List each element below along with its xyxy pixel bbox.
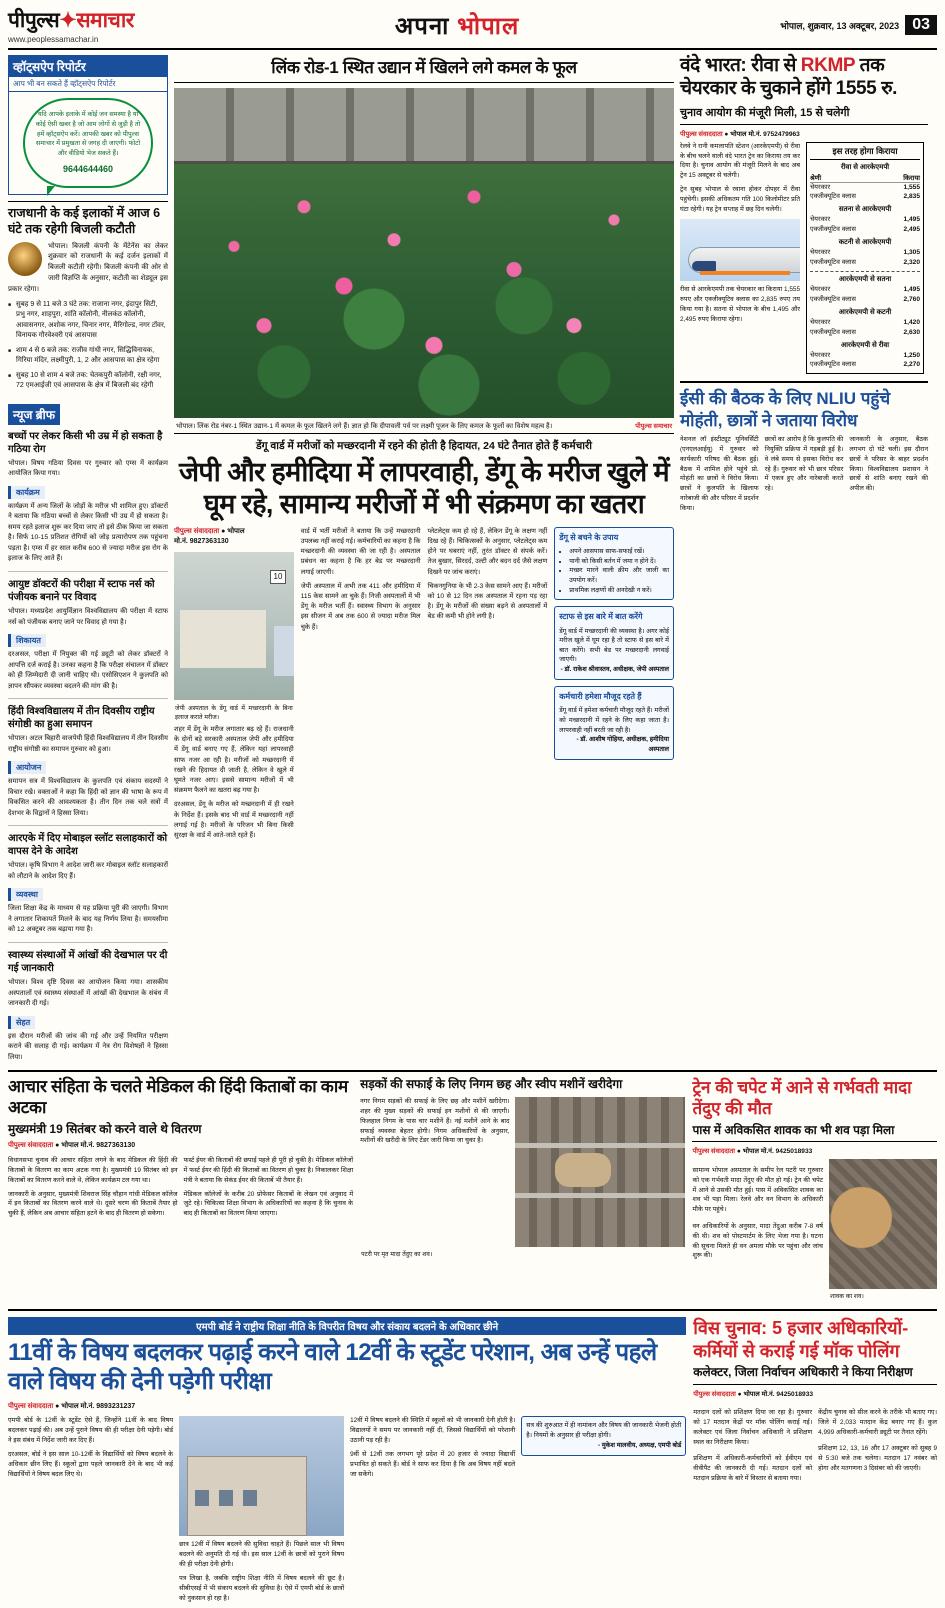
nliu-para-1: नेशनल लॉ इंस्टीट्यूट यूनिवर्सिटी (एनएलआईयू) में गुरुवार को कार्यकारी परिषद की बैठक हुई। बैठक में शामिल होने पहुंचे प्रो. मोहंती का छात्रों ने विरोध किया। छात्रों ने कुलपति के खिलाफ नारेबाजी की और परिसर में प्रदर्शन किया। xyxy=(680,435,759,513)
dengue-para-1: शहर में डेंगू के मरीज लगातार बढ़ रहे हैं। राजधानी के दोनों बड़े सरकारी अस्पताल जेपी और हमीदिया में डेंगू वार्ड बनाए गए हैं, लेकिन यहां लापरवाही साफ नजर आ रही है। मरीजों को मच्छरदानी में रखने की हिदायत दी जाती है, लेकिन वे खुले में घूमते नजर आए। इससे सामान्य मरीजों में भी संक्रमण फैलने का खतरा बढ़ गया है। xyxy=(174,725,294,795)
whatsapp-reporter-text: यदि आपके इलाके में कोई जन समस्या है या कोई ऐसी खबर है जो आम लोगों से जुड़ी है तो हमें व्हॉट्सऐप करें। आपकी खबर को पीपुल्स समाचार में प्रमुखता से जगह दी जाएगी। फोटो और वीडियो भेज सकते हैं। xyxy=(35,111,141,157)
brief-1-body: कार्यक्रम में अन्य जिलों के जोड़ों के मरीज भी शामिल हुए। डॉक्टरों ने बताया कि गठिया बच्चों से लेकर किसी भी उम्र में हो सकता है। समय रहते इलाज शुरू कर दिया जाए तो इसे ठीक किया जा सकता है। सिर्फ 10-15 प्रतिशत रोगियों को जोड़ प्रत्यारोपण तक पहुंचना पड़ता है। एम्स में हर साल करीब 600 से ज्यादा मरीज इस रोग के इलाज के लिए आते हैं। xyxy=(8,502,168,563)
pond-wall xyxy=(174,88,674,164)
fare-amount: 2,835 xyxy=(903,193,920,201)
power-cut-intro: भोपाल। बिजली कंपनी के मेंटेनेंस का लेकर शुक्रवार को राजधानी के कई दर्जन इलाकों में बिजली कटौती रहेगी। बिजली कंपनी की ओर से जारी विज्ञप्ति के अनुसार, कटौती का शेड्यूल इस प्रकार रहेगा। xyxy=(8,242,168,293)
fare-amount: 1,305 xyxy=(903,249,920,257)
leopard-photo-caption: शावक का शव। xyxy=(830,1293,864,1301)
dengue-ward-image: 10 xyxy=(174,552,294,700)
brief-1-title: बच्चों पर लेकर किसी भी उम्र में हो सकता है गठिया रोग xyxy=(8,430,163,455)
brief-3-title: हिंदी विश्वविद्यालय में तीन दिवसीय राष्ट्रीय संगोष्ठी का हुआ समापन xyxy=(8,706,155,731)
third-band xyxy=(8,1317,937,1608)
education-story xyxy=(8,1317,686,1608)
masthead-left xyxy=(8,6,134,44)
power-cut-body xyxy=(8,242,168,300)
medical-para-1: विधानसभा चुनाव की आचार संहिता लगने के बाद मेडिकल की हिंदी की किताबों के वितरण का काम अटक गया है। मुख्यमंत्री 19 सितंबर को इन किताबों का वितरण करने वाले थे, लेकिन कार्यक्रम टल गया था। xyxy=(8,1156,178,1184)
dengue-ward-photo xyxy=(174,552,294,700)
fare-section-label: आरकेएमपी से कटनी xyxy=(838,308,892,316)
quote-1-title: स्टाफ से इस बारे में बात करेंगे xyxy=(559,612,643,622)
quote-1-name: - डॉ. राकेश श्रीवास्तव, अधीक्षक, जेपी अस्पताल xyxy=(560,665,669,673)
education-quote-name: - मुकेश मालवीय, अध्यक्ष, एमपी बोर्ड xyxy=(597,1441,682,1449)
vande-bharat-subhead: चुनाव आयोग की मंजूरी मिली, 15 से चलेगी xyxy=(680,105,928,125)
table-row xyxy=(810,258,920,268)
edition-date: भोपाल, शुक्रवार, 13 अक्टूबर, 2023 xyxy=(780,20,900,31)
lotus-photo-caption xyxy=(174,418,674,434)
whatsapp-reporter-box xyxy=(8,55,168,195)
medical-col-2 xyxy=(184,1156,354,1224)
dengue-prevention-box xyxy=(554,527,674,600)
website-url[interactable]: www.peoplessamachar.in xyxy=(8,35,99,44)
fare-class: चेयरकार xyxy=(810,183,831,191)
fare-amount: 1,495 xyxy=(903,285,920,293)
fare-section-label: आरकेएमपी से रीवा xyxy=(840,341,890,349)
logo-main: पीपुल्स xyxy=(8,9,60,32)
education-col-3 xyxy=(350,1416,515,1608)
list-item: • अपने आसपास साफ-सफाई रखें। xyxy=(569,547,669,557)
education-quote-box xyxy=(521,1416,686,1455)
masthead-right xyxy=(780,15,937,35)
list-item: ■ शाम 4 से 6 बजे तक: राजीव गांधी नगर, सिद्धिविनायक, गिरिया मंदिर, लक्ष्मीपुरी, 1, 2 और आसपास का क्षेत्र रहेगा xyxy=(8,346,168,367)
news-brief-header: न्यूज ब्रीफ xyxy=(8,404,60,425)
fare-class: चेयरकार xyxy=(810,318,831,326)
byline-author: पीपुल्स संवाददाता xyxy=(8,1402,54,1410)
byline-author: पीपुल्स संवाददाता xyxy=(680,130,723,138)
fare-table xyxy=(806,142,924,375)
brief-4-lead: भोपाल। कृषि विभाग ने आदेश जारी कर मोबाइल स्लॉट सलाहकारों को लौटाने के आदेश दिए हैं। xyxy=(8,862,168,880)
fare-section-label: रीवा से आरकेएमपी xyxy=(840,163,890,171)
divider xyxy=(8,825,168,826)
sweeping-body: नगर निगम सड़कों की सफाई के लिए छह और मशीनें खरीदेगा। शहर की मुख्य सड़कों की सफाई इन मशीनों से की जाएगी। फिलहाल निगम के पास चार मशीनें हैं। नई मशीनें आने के बाद सफाई व्यवस्था बेहतर होगी। निगम अधिकारियों के अनुसार, मशीनों की खरीदी के लिए टेंडर जारी किया जा चुका है। xyxy=(360,1097,510,1145)
dengue-kicker: डेंगू वार्ड में मरीजों को मच्छरदानी में रहने की होती है हिदायत, 24 घंटे तैनात होते हैं कर्मचारी xyxy=(255,440,592,452)
lotus-pond-photo xyxy=(174,88,674,418)
list-item: ■ सुबह 9 से 11 बजे 3 घंटे तक: राजाना नगर, इंदापुर सिटी, प्रभु नगर, शाहपुरा, शांति कॉलोनी, नीलकंठ कॉलोनी, आवासनगर, अशोक नगर, चिनार नगर, मैरिगोल्ड, नगर टॉवर, विनायक गौरवेश्वरी एवं आसपास xyxy=(8,300,168,342)
fare-class: चेयरकार xyxy=(810,351,831,359)
mockpoll-para-1: मतदान दलों को प्रशिक्षण दिया जा रहा है। गुरुवार को 17 मतदान केंद्रों पर मॉक पोलिंग कराई गई। कलेक्टर एवं जिला निर्वाचन अधिकारी ने प्रशिक्षण स्थल का निरीक्षण किया। xyxy=(693,1409,813,1447)
byline-city: भोपाल xyxy=(742,1148,759,1156)
mockpoll-col-2 xyxy=(818,1402,937,1491)
education-para-1b: दरअसल, बोर्ड ने इस साल 10-12वीं के विद्यार्थियों को विषय बदलने के अधिकार छीन लिए हैं। स्कूलों द्वारा पहले जानकारी देने के बाद भी कई विद्यार्थियों ने विषय बदल लिए थे। xyxy=(8,1451,174,1478)
byline-mobile: मो.नं. 9425018933 xyxy=(761,1390,814,1398)
caption-text: भोपाल। लिंक रोड नंबर-1 स्थित उद्यान-1 में कमल के फूल खिलने लगे हैं। ज्ञात हो कि दीपावली पर्व पर लक्ष्मी पूजन के लिए कमल के फूलों का विशेष महत्व है। xyxy=(176,423,553,430)
quote-2-title: कर्मचारी हमेशा मौजूद रहते हैं xyxy=(559,691,642,701)
brief-2-title: आयुष्ट डॉक्टरों की परीक्षा में स्टाफ नर्स को पंजीयक बनाने पर विवाद xyxy=(8,578,155,603)
brief-5-tag: सेहत xyxy=(8,1016,35,1029)
nliu-body xyxy=(680,435,928,514)
divider xyxy=(8,698,168,699)
dengue-quote-box-2 xyxy=(554,686,674,760)
vande-para-2: ट्रेन सुबह भोपाल से रवाना होकर दोपहर में रीवा पहुंचेगी। इसकी अधिकतम गति 100 किलोमीटर प्रति घंटा रहेगी। यह ट्रेन सप्ताह में छह दिन चलेगी। xyxy=(680,186,800,214)
brief-3-lead: भोपाल। अटल बिहारी वाजपेयी हिंदी विश्वविद्यालय में तीन दिवसीय राष्ट्रीय संगोष्ठी का समापन गुरुवार को हुआ। xyxy=(8,735,168,753)
fare-class: एक्जीक्यूटिव क्लास xyxy=(810,361,856,369)
logo-accent: समाचार xyxy=(76,9,134,32)
page-number: 03 xyxy=(905,15,937,35)
table-row xyxy=(810,318,920,328)
fare-amount: 2,760 xyxy=(903,295,920,303)
whatsapp-reporter-phone: 9644644460 xyxy=(62,163,114,174)
education-para-2b: पत्र लिखा है, जबकि राष्ट्रीय शिक्षा नीति में विषय बदलने की छूट है। सीबीएसई में भी संकाय बदलने की सुविधा है। ऐसे में एमपी बोर्ड के छात्रों को नुकसान हो रहा है। xyxy=(179,1575,345,1602)
table-row xyxy=(810,183,920,193)
fare-col-amount: किराया xyxy=(903,174,920,182)
leopard-byline: पीपुल्स संवाददाता ● भोपाल मो.नं. 9425018933 xyxy=(692,1148,813,1156)
fare-amount: 2,495 xyxy=(903,226,920,234)
education-col-4 xyxy=(521,1416,686,1608)
fare-class: चेयरकार xyxy=(810,285,831,293)
mockpoll-para-1b: प्रशिक्षण में अधिकारी-कर्मचारियों को ईवीएम एवं वीवीपैट की जानकारी दी गई। मतदान दलों को मतदान प्रक्रिया के बारे में विस्तार से बताया गया। xyxy=(693,1455,813,1483)
fare-amount: 1,420 xyxy=(903,318,920,326)
dengue-quote-box-1 xyxy=(554,606,674,680)
headline-part-b: RKMP xyxy=(800,55,855,76)
byline-mobile: मो.नं. 9425018933 xyxy=(760,1148,813,1156)
fare-header-row xyxy=(810,173,920,183)
list-item: • प्राथमिक लक्षणों की अनदेखी न करें। xyxy=(569,586,669,596)
divider xyxy=(8,1309,937,1311)
divider xyxy=(8,571,168,572)
quote-1-body: डेंगू वार्ड में मच्छरदानी की व्यवस्था है। अगर कोई मरीज खुले में घूम रहा है तो स्टाफ से इस बारे में बात करेंगे। सभी बेड पर मच्छरदानी लगवाई जाएगी। xyxy=(559,627,669,664)
top-area xyxy=(8,55,937,1063)
brief-5-body: इस दौरान मरीजों की जांच की गई और उन्हें नियमित परीक्षण कराने की सलाह दी गई। कार्यक्रम में नेत्र रोग विशेषज्ञों ने हिस्सा लिया। xyxy=(8,1032,168,1061)
fare-section-label: सतना से आरकेएमपी xyxy=(838,206,892,214)
dengue-para-1b: दरअसल, डेंगू के मरीज को मच्छरदानी में ही रखने के निर्देश हैं। इसके बाद भी वार्ड में मच्छरदानी नहीं लगाई गई है। मरीजों के परिजन भी बिना किसी सुरक्षा के वार्ड में आते-जाते रहते हैं। xyxy=(174,801,294,840)
photo-credit: पीपुल्स समाचार xyxy=(635,423,672,430)
leopard-col-1 xyxy=(692,1159,823,1302)
vande-bharat-headline xyxy=(680,55,928,101)
fare-class: एक्जीक्यूटिव क्लास xyxy=(810,295,856,303)
brief-1-tag: कार्यक्रम xyxy=(8,486,45,499)
railway-track-photo xyxy=(515,1097,685,1247)
byline-author: पीपुल्स संवाददाता xyxy=(8,1142,54,1150)
byline-mobile: मो.नं. 9827363130 xyxy=(80,1142,136,1150)
headline-part-a: वंदे भारत: रीवा से xyxy=(680,55,801,76)
fare-section-label: कटनी से आरकेएमपी xyxy=(838,239,892,247)
byline-city: भोपाल xyxy=(743,1390,760,1398)
education-body xyxy=(8,1416,686,1608)
dengue-photo-caption: जेपी अस्पताल के डेंगू वार्ड में मच्छरदानी के बिना इलाज कराते मरीज। xyxy=(175,704,293,722)
mockpoll-para-2b: प्रशिक्षण 12, 13, 16 और 17 अक्टूबर को सुबह 9 से 5:30 बजे तक चलेगा। मतदान 17 नवंबर को होगा और मतगणना 3 दिसंबर को की जाएगी। xyxy=(818,1445,938,1473)
second-band xyxy=(8,1077,937,1302)
fare-class: एक्जीक्यूटिव क्लास xyxy=(810,226,856,234)
education-col-2 xyxy=(179,1416,344,1608)
medical-books-headline: आचार संहिता के चलते मेडिकल की हिंदी किताबों का काम अटका xyxy=(8,1077,348,1117)
fare-amount: 1,555 xyxy=(903,183,920,191)
list-item: • मच्छर मारने वाली क्रीम और जाली का उपयोग करें। xyxy=(569,566,669,585)
leopard-headline: ट्रेन की चपेट में आने से गर्भवती मादा तेंदुए की मौत xyxy=(692,1078,912,1119)
track-photo-caption: पटरी पर मृत मादा तेंदुए का शव। xyxy=(361,1250,433,1258)
fare-class: एक्जीक्यूटिव क्लास xyxy=(810,259,856,267)
fare-class: एक्जीक्यूटिव क्लास xyxy=(810,193,856,201)
byline-author: पीपुल्स संवाददाता xyxy=(174,527,220,535)
mock-poll-story xyxy=(693,1317,937,1608)
vande-bharat-train-illustration xyxy=(680,219,800,281)
dengue-col-4 xyxy=(554,527,674,846)
railway-track-image xyxy=(515,1097,685,1247)
education-para-3b: 9वीं से 12वीं तक लगभग पूरे प्रदेश में 20 हजार से ज्यादा विद्यार्थी प्रभावित हो सकते हैं। बोर्ड ने साफ कर दिया है कि अब विषय नहीं बदले जा सकेंगे। xyxy=(350,1451,516,1478)
dengue-para-3b: चिकनगुनिया के भी 2-3 केस सामने आए हैं। मरीजों को 10 से 12 दिन तक अस्पताल में रहना पड़ रहा है। डेंगू के मरीजों की संख्या बढ़ने से अस्पतालों में बेड की कमी भी होने लगी है। xyxy=(427,582,548,621)
brief-4-title: आरएके में दिए मोबाइल स्लॉट सलाहकारों को वापस देने के आदेश xyxy=(8,833,168,858)
fare-table-title: इस तरह होगा किराया xyxy=(810,146,920,160)
vande-bharat-text-col xyxy=(680,142,800,375)
table-row xyxy=(810,225,920,235)
mockpoll-para-2: केंद्रीय चुनाव को सील करने के तरीके भी बताए गए। जिले में 2,033 मतदान केंद्र बनाए गए हैं। कुल 4,999 अधिकारी-कर्मचारी ड्यूटी पर तैनात रहेंगे। xyxy=(818,1409,938,1437)
medical-books-body xyxy=(8,1156,353,1224)
list-item: • पानी को किसी बर्तन में जमा न होने दें। xyxy=(569,557,669,567)
byline-author: पीपुल्स संवाददाता xyxy=(693,1390,736,1398)
mockpoll-headline: विस चुनाव: 5 हजार अधिकारियों-कर्मियों से कराई गई मॉक पोलिंग xyxy=(693,1318,909,1361)
leopard-photo-wrap xyxy=(829,1159,937,1302)
fare-amount: 2,320 xyxy=(903,259,920,267)
education-kicker-bar: एमपी बोर्ड ने राष्ट्रीय शिक्षा नीति के विपरीत विषय और संकाय बदलने के अधिकार छीने xyxy=(8,1317,686,1335)
mockpoll-subhead: कलेक्टर, जिला निर्वाचन अधिकारी ने किया निरीक्षण xyxy=(693,1365,937,1385)
medical-books-story xyxy=(8,1077,353,1302)
whatsapp-reporter-subtitle: आप भी बन सकते हैं व्हॉट्सऐप रिपोर्टर xyxy=(9,77,167,92)
dengue-para-3: प्लेटलेट्स कम हो रहे हैं, लेकिन डेंगू के लक्षण नहीं दिख रहे हैं। चिकित्सकों के अनुसार, प्लेटलेट्स कम होने पर घबराएं नहीं, तुरंत डॉक्टर से संपर्क करें। तेज बुखार, सिरदर्द, उल्टी और बदन दर्द जैसे लक्षण दिखने पर जांच कराएं। xyxy=(427,527,548,576)
byline-city: भोपाल xyxy=(61,1142,79,1150)
divider xyxy=(680,381,928,383)
dengue-col-1 xyxy=(174,527,294,846)
sweeping-headline: सड़कों की सफाई के लिए निगम छह और स्वीप मशीनें खरीदेगा xyxy=(360,1077,623,1092)
sweeping-content xyxy=(360,1097,685,1247)
section-title-black: अपना xyxy=(394,12,450,40)
vande-bharat-body xyxy=(680,142,928,375)
dengue-headline: जेपी और हमीदिया में लापरवाही, डेंगू के मरीज खुले में घूम रहे, सामान्य मरीजों में भी संक्रमण का खतरा xyxy=(179,457,669,519)
medical-para-3: फर्स्ट ईयर की किताबों की छपाई पहले ही पूरी हो चुकी है। मेडिकल कॉलेजों में फर्स्ट ईयर की हिंदी की किताबों का वितरण हो चुका है। निकालकर शिक्षा मंत्री ने बताया कि सेकंड ईयर की किताबें भी तैयार हैं। xyxy=(183,1156,354,1184)
fare-amount: 1,495 xyxy=(903,216,920,224)
dengue-byline: पीपुल्स संवाददाता ● भोपाल मो.नं. 9827363130 xyxy=(174,527,245,546)
education-para-3: 12वीं में विषय बदलने की स्थिति में स्कूलों को भी जानकारी देनी होती है। विद्यालयों ने समय पर जानकारी नहीं दी, जिससे विद्यार्थियों को परेशानी उठानी पड़ रही है। xyxy=(350,1417,516,1445)
nliu-headline: ईसी की बैठक के लिए NLIU पहुंचे मोहंती, छात्रों ने जताया विरोध xyxy=(680,389,891,430)
dengue-body xyxy=(174,527,674,846)
mockpoll-col-1 xyxy=(693,1402,812,1491)
byline-mobile: मो.नं. 9752479963 xyxy=(748,130,800,138)
education-para-1: एमपी बोर्ड के 12वीं के स्टूडेंट ऐसे हैं, जिन्होंने 11वीं के बाद विषय बदलकर पढ़ाई की। अब उन्हें पुराने विषय की ही परीक्षा देनी पड़ेगी। बोर्ड ने इस संबंध में निर्देश जारी कर दिए हैं। xyxy=(8,1417,174,1445)
lamp-icon xyxy=(8,242,42,276)
leopard-story xyxy=(692,1077,937,1302)
divider xyxy=(8,942,168,943)
leopard-photo xyxy=(829,1159,937,1289)
education-byline: पीपुल्स संवाददाता ● भोपाल मो.नं. 9893231237 xyxy=(8,1402,136,1410)
table-row xyxy=(810,360,920,370)
medical-books-subhead: मुख्यमंत्री 19 सितंबर को करने वाले थे वितरण xyxy=(8,1121,202,1136)
vande-para-3: रीवा से आरकेएमपी तक चेयरकार का किराया 1,555 रुपए और एक्जीक्यूटिव क्लास का 2,835 रुपए तय किया गया है। सतना से भोपाल के बीच 1,495 और 2,495 रुपए किराया रहेगा। xyxy=(680,286,800,323)
vande-bharat-byline: पीपुल्स संवाददाता ● भोपाल मो.नं. 9752479963 xyxy=(680,130,800,138)
table-row xyxy=(810,285,920,295)
brief-4-tag: व्यवस्था xyxy=(8,888,43,901)
dengue-col-2 xyxy=(301,527,421,846)
divider xyxy=(8,1070,937,1072)
table-row xyxy=(810,328,920,338)
dengue-para-2: वार्ड में भर्ती मरीजों ने बताया कि उन्हें मच्छरदानी उपलब्ध नहीं कराई गई। कर्मचारियों का कहना है कि मच्छरदानी की व्यवस्था की जा रही है। अस्पताल प्रबंधन का कहना है कि हर बेड पर मच्छरदानी लगाई जाएगी। xyxy=(300,527,421,576)
dengue-prevention-title: डेंगू से बचने के उपाय xyxy=(559,532,619,542)
headline-part-c: तक चेयरकार के चुकाने होंगे 1555 रु. xyxy=(680,55,898,99)
mockpoll-body xyxy=(693,1402,937,1491)
quote-2-name: - डॉ. आशीष गोहिया, अधीक्षक, हमीदिया अस्पताल xyxy=(576,736,669,754)
fare-class: एक्जीक्यूटिव क्लास xyxy=(810,328,856,336)
lotus-pond-image xyxy=(174,88,674,418)
fare-amount: 2,270 xyxy=(903,361,920,369)
byline-city: भोपाल xyxy=(61,1402,79,1410)
education-headline: 11वीं के विषय बदलकर पढ़ाई करने वाले 12वीं के स्टूडेंट परेशान, अब उन्हें पहले वाले विषय की देनी पड़ेगी परीक्षा xyxy=(8,1339,657,1396)
section-title-red: भोपाल xyxy=(457,12,520,40)
nliu-para-3: जानकारी के अनुसार, बैठक लगभग दो घंटे चली। इस दौरान छात्रों ने परिसर के बाहर प्रदर्शन किया। विश्वविद्यालय प्रशासन ने छात्रों से शांति बनाए रखने की अपील की। xyxy=(849,435,929,493)
medical-books-byline: पीपुल्स संवाददाता ● भोपाल मो.नं. 9827363130 xyxy=(8,1142,136,1150)
brief-4-body: जिला शिक्षा केंद्र के माध्यम से यह प्रक्रिया पूरी की जाएगी। विभाग ने लगातार शिकायतें मिलने के बाद यह निर्णय लिया है। समयसीमा को 12 अक्टूबर तक बढ़ाया गया है। xyxy=(8,905,168,934)
vande-para-1: रेलवे ने रानी कमलापति स्टेशन (आरकेएमपी) से रीवा के बीच चलने वाली वंदे भारत ट्रेन का किराया तय कर दिया है। चुनाव आयोग की मंजूरी मिलने के बाद अब ट्रेन 15 अक्टूबर से चलेगी। xyxy=(680,142,800,180)
table-row xyxy=(810,295,920,305)
center-column xyxy=(174,55,674,1063)
brief-3-body: समापन सत्र में विश्वविद्यालय के कुलपति एवं संकाय सदस्यों ने विचार रखे। वक्ताओं ने कहा कि हिंदी को ज्ञान की भाषा के रूप में विकसित करने की आवश्यकता है। तीन दिन तक चले सत्रों में देशभर के विद्वानों ने हिस्सा लिया। xyxy=(8,778,168,817)
fare-table-col xyxy=(806,142,924,375)
quote-2-body: डेंगू वार्ड में हमेशा कर्मचारी मौजूद रहते हैं। मरीजों को मच्छरदानी में रहने के लिए कहा जाता है। लापरवाही नहीं बरती जा रही है। xyxy=(559,707,669,734)
whatsapp-reporter-bubble xyxy=(23,98,153,188)
dengue-para-2b: जेपी अस्पताल में अभी तक 411 और हमीदिया में 115 केस सामने आ चुके हैं। निजी अस्पतालों में भी डेंगू के मरीज भर्ती हैं। स्वास्थ्य विभाग के अनुसार इस सीजन में अब तक 600 से ज्यादा मरीज मिल चुके हैं। xyxy=(300,582,421,631)
school-building-photo xyxy=(179,1416,344,1536)
divider xyxy=(810,271,920,272)
power-cut-schedule-list xyxy=(8,300,168,392)
byline-city: भोपाल xyxy=(227,527,245,535)
mockpoll-byline: पीपुल्स संवाददाता ● भोपाल मो.नं. 9425018933 xyxy=(693,1390,814,1398)
medical-para-2: जानकारी के अनुसार, मुख्यमंत्री शिवराज सिंह चौहान गांधी मेडिकल कॉलेज में इन किताबों का वितरण करने वाले थे। दूसरे चरण की किताबें तैयार हो चुकी हैं, लेकिन अब आचार संहिता हटने के बाद ही वितरण हो सकेगा। xyxy=(8,1190,178,1218)
power-cut-headline: राजधानी के कई इलाकों में आज 6 घंटे तक रहेगी बिजली कटौती xyxy=(8,201,168,237)
byline-city: भोपाल xyxy=(730,130,747,138)
byline-author: पीपुल्स संवाददाता xyxy=(692,1148,736,1156)
medical-col-1 xyxy=(8,1156,178,1224)
nliu-para-2: छात्रों का आरोप है कि कुलपति की नियुक्ति प्रक्रिया में गड़बड़ी हुई है। वे लंबे समय से इसका विरोध कर रहे हैं। गुरुवार को भी छात्र परिसर में एकत्र हुए और नारेबाजी करते रहे। xyxy=(764,435,844,493)
fare-class: चेयरकार xyxy=(810,216,831,224)
fare-section-label: आरकेएमपी से सतना xyxy=(838,275,892,283)
fare-amount: 1,250 xyxy=(903,351,920,359)
list-item: ■ सुबह 10 से शाम 4 बजे तक: चेतकपुरी कॉलोनी, रक्षी नगर, 72 एमआईजी एवं आसपास के क्षेत्र में बिजली बंद रहेगी xyxy=(8,371,168,392)
brief-3-tag: आयोजन xyxy=(8,761,46,774)
dengue-col-3 xyxy=(428,527,548,846)
brief-2-tag: शिकायत xyxy=(8,634,46,647)
education-para-2: छात्र 12वीं में विषय बदलने की सुविधा चाहते हैं। पिछले साल भी विषय बदलने की अनुमति दी गई थी। इस साल 12वीं के छात्रों को पुराने विषय की ही परीक्षा देनी होगी। xyxy=(179,1541,345,1569)
table-row xyxy=(810,215,920,225)
fare-amount: 2,630 xyxy=(903,328,920,336)
leopard-para-2: वन अधिकारियों के अनुसार, मादा तेंदुआ करीब 7-8 वर्ष की थी। शव को पोस्टमार्टम के लिए भेजा गया है। घटना की सूचना मिलते ही वन अमला मौके पर पहुंचा और जांच शुरू की। xyxy=(692,1222,823,1260)
lotus-headline: लिंक रोड-1 स्थित उद्यान में खिलने लगे कमल के फूल xyxy=(174,55,674,83)
leopard-content xyxy=(692,1159,937,1302)
fare-col-class: श्रेणी xyxy=(810,174,822,182)
section-title xyxy=(395,9,519,42)
brief-5-lead: भोपाल। विश्व दृष्टि दिवस का आयोजन किया गया। शासकीय अस्पतालों एवं स्वास्थ्य संस्थाओं में आंखों की देखभाल के संबंध में जानकारी दी गई। xyxy=(8,979,168,1008)
table-row xyxy=(810,351,920,361)
left-rail xyxy=(8,55,168,1063)
leopard-para-1: सामान्य भोपाल अस्पताल के समीप रेल पटरी पर गुरुवार को एक गर्भवती मादा तेंदुए की मौत हो गई। ट्रेन की चपेट में आने से उसकी मौत हुई। पास में अविकसित शावक का शव भी पड़ा मिला। रेलवे और वन विभाग के अधिकारी मौके पर पहुंचे। xyxy=(692,1166,823,1214)
right-column xyxy=(680,55,928,1063)
table-row xyxy=(810,192,920,202)
brief-5-title: स्वास्थ्य संस्थाओं में आंखों की देखभाल पर दी गई जानकारी xyxy=(8,950,168,974)
education-quote-text: सत्र की शुरुआत में ही नामांकन और विषय की जानकारी भेजनी होती है। नियमों के अनुसार ही परीक्षा होगी। xyxy=(526,1422,682,1439)
sweeping-machines-story xyxy=(360,1077,685,1302)
byline-mobile: मो.नं. 9893231237 xyxy=(80,1402,136,1410)
education-col-1 xyxy=(8,1416,173,1608)
fare-class: चेयरकार xyxy=(810,249,831,257)
brief-2-body: दरअसल, परीक्षा में नियुक्त की गई ड्यूटी को लेकर डॉक्टरों ने आपत्ति दर्ज कराई है। उनका कहना है कि परीक्षा संचालन में डॉक्टर को ही जिम्मेदारी दी जानी चाहिए थी। एसोसिएशन ने कुलपति को ज्ञापन सौंपकर व्यवस्था बदलने की मांग की है। xyxy=(8,651,168,690)
whatsapp-reporter-title: व्हॉट्सऐप रिपोर्टर xyxy=(9,56,167,77)
brief-2-lead: भोपाल। मध्यप्रदेश आयुर्विज्ञान विश्वविद्यालय की परीक्षा में स्टाफ नर्स को पंजीयक बनाए जाने पर विवाद हो गया है। xyxy=(8,607,168,626)
table-row xyxy=(810,248,920,258)
publication-logo: पीपुल्स✦समाचार xyxy=(8,9,134,32)
leopard-subhead: पास में अविकसित शावक का भी शव पड़ा मिला xyxy=(692,1123,937,1143)
brief-1-lead: भोपाल। विषय गठिया दिवस पर गुरुवार को एम्स में कार्यक्रम आयोजित किया गया। xyxy=(8,459,168,478)
medical-para-4: मेडिकल कॉलेजों के करीब 20 प्रोफेसर किताबों के लेखन एवं अनुवाद में जुटे रहे। चिकित्सा शिक्षा विभाग के अधिकारियों का कहना है कि चुनाव के बाद ही किताबों का वितरण किया जाएगा। xyxy=(183,1190,354,1218)
school-building-image xyxy=(179,1416,344,1536)
byline-mobile: मो.नं. 9827363130 xyxy=(174,538,229,546)
masthead xyxy=(8,6,937,50)
dengue-prevention-list xyxy=(559,547,669,595)
leopard-image xyxy=(829,1159,937,1289)
